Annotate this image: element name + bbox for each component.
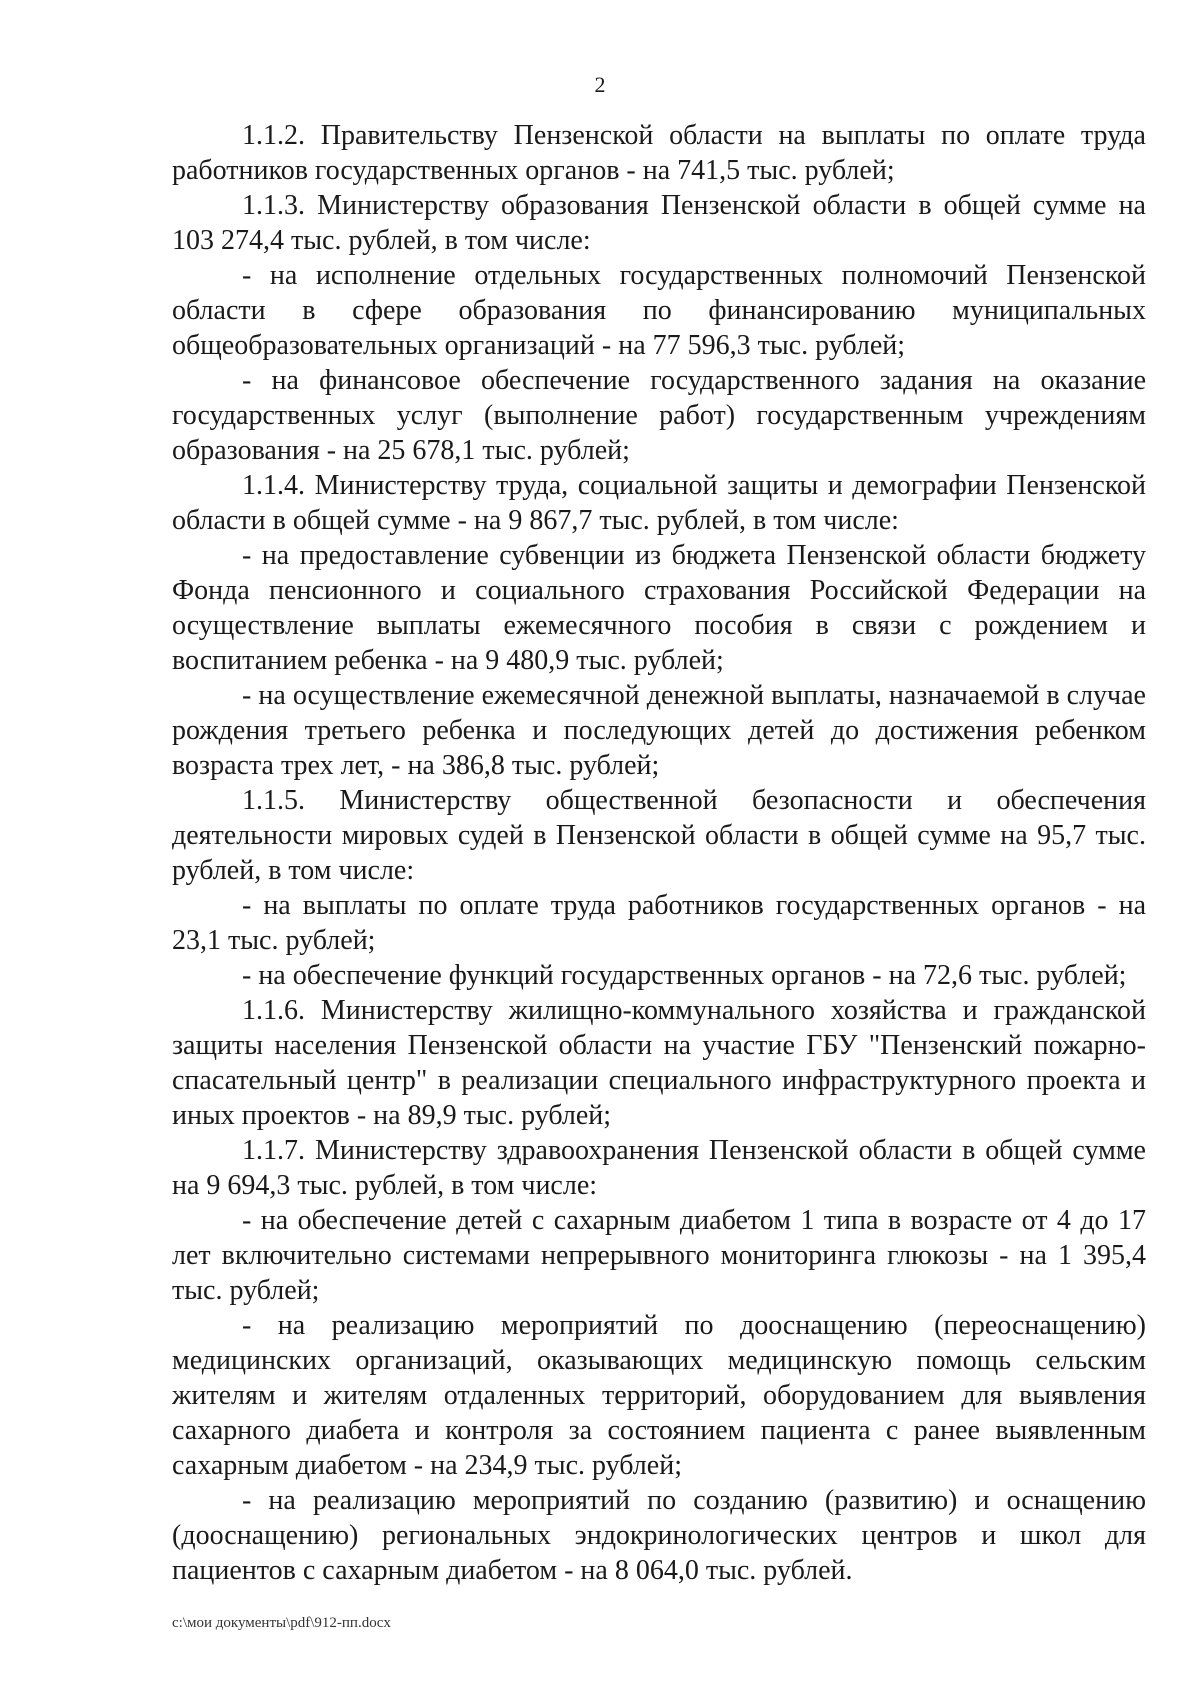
list-item: - на обеспечение функций государственных органов - на 72,6 тыс. рублей;	[242, 960, 1127, 991]
list-item: - на осуществление ежемесячной денежной выплаты, назначаемой в случае рождения третьего ребенка и последующих детей до достижения ребенком возраста трех лет, - на 386,8 тыс. рублей;	[172, 680, 1146, 781]
page-number: 2	[594, 72, 606, 97]
list-item: - на реализацию мероприятий по дооснащению (переоснащению) медицинских организаций, оказывающих медицинскую помощь сельским жителям и жителям отдаленных территорий, оборудованием для выявления сахарного диабета и контроля за состоянием пациента с ранее выявленным сахарным диабетом - на 234,9 тыс. рублей;	[172, 1310, 1146, 1481]
list-item: - на финансовое обеспечение государственного задания на оказание государственных услуг (выполнение работ) государственным учреждениям образования - на 25 678,1 тыс. рублей;	[172, 365, 1146, 466]
paragraph-1-1-6: 1.1.6. Министерству жилищно-коммунального хозяйства и гражданской защиты населения Пензенской области на участие ГБУ "Пензенский пожарно-спасательный центр" в реализации специального инфраструктурного проекта и иных проектов - на 89,9 тыс. рублей;	[172, 995, 1146, 1131]
paragraph-1-1-7: 1.1.7. Министерству здравоохранения Пензенской области в общей сумме на 9 694,3 тыс. рублей, в том числе:	[172, 1135, 1146, 1201]
list-item: - на исполнение отдельных государственных полномочий Пензенской области в сфере образования по финансированию муниципальных общеобразовательных организаций - на 77 596,3 тыс. рублей;	[172, 260, 1146, 361]
footer-file-path: c:\мои документы\pdf\912-пп.docx	[172, 1615, 391, 1631]
paragraph-1-1-5: 1.1.5. Министерству общественной безопасности и обеспечения деятельности мировых судей в Пензенской области в общей сумме на 95,7 тыс. рублей, в том числе:	[172, 785, 1146, 886]
list-item: - на обеспечение детей с сахарным диабетом 1 типа в возрасте от 4 до 17 лет включительно системами непрерывного мониторинга глюкозы - на 1 395,4 тыс. рублей;	[172, 1205, 1146, 1306]
list-item: - на выплаты по оплате труда работников государственных органов - на 23,1 тыс. рублей;	[172, 890, 1146, 956]
paragraph-1-1-3: 1.1.3. Министерству образования Пензенской области в общей сумме на 103 274,4 тыс. рублей, в том числе:	[172, 190, 1146, 256]
document-body	[172, 118, 1146, 1588]
paragraph-1-1-4: 1.1.4. Министерству труда, социальной защиты и демографии Пензенской области в общей сумме - на 9 867,7 тыс. рублей, в том числе:	[172, 470, 1146, 536]
paragraph-1-1-2: 1.1.2. Правительству Пензенской области на выплаты по оплате труда работников государственных органов - на 741,5 тыс. рублей;	[172, 120, 1146, 186]
list-item: - на реализацию мероприятий по созданию (развитию) и оснащению (дооснащению) региональных эндокринологических центров и школ для пациентов с сахарным диабетом - на 8 064,0 тыс. рублей.	[172, 1485, 1146, 1586]
list-item: - на предоставление субвенции из бюджета Пензенской области бюджету Фонда пенсионного и социального страхования Российской Федерации на осуществление выплаты ежемесячного пособия в связи с рождением и воспитанием ребенка - на 9 480,9 тыс. рублей;	[172, 540, 1146, 676]
